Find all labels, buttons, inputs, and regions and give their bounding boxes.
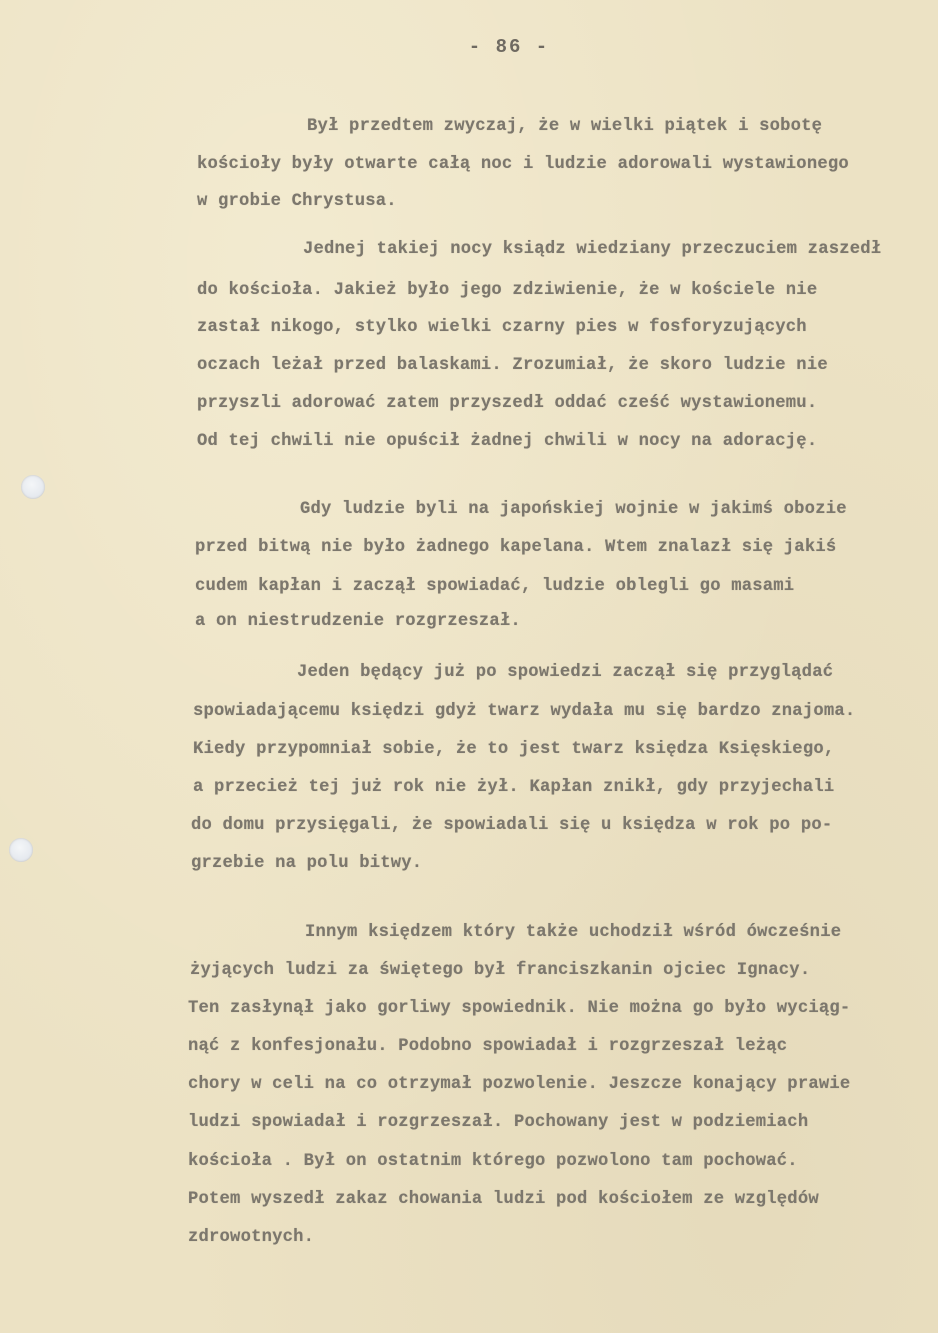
text-line: żyjących ludzi za świętego był franciszkanin ojciec Ignacy. xyxy=(190,961,811,980)
text-line: zastał nikogo, stylko wielki czarny pies w fosforyzujących xyxy=(197,318,807,337)
text-line: w grobie Chrystusa. xyxy=(197,192,397,211)
punch-hole-bottom xyxy=(9,838,33,862)
text-line: przed bitwą nie było żadnego kapelana. Wtem znalazł się jakiś xyxy=(195,538,837,557)
text-line: Kiedy przypomniał sobie, że to jest twarz księdza Księskiego, xyxy=(193,740,835,759)
text-line: a przecież tej już rok nie żył. Kapłan znikł, gdy przyjechali xyxy=(193,778,835,797)
text-line: kościoła . Był on ostatnim którego pozwolono tam pochować. xyxy=(188,1152,798,1171)
page-number: - 86 - xyxy=(468,36,550,58)
text-line: Ten zasłynął jako gorliwy spowiednik. Nie można go było wyciąg- xyxy=(188,999,851,1018)
text-line: spowiadającemu księdzi gdyż twarz wydała mu się bardzo znajoma. xyxy=(193,702,856,721)
text-line: do domu przysięgali, że spowiadali się u księdza w rok po po- xyxy=(191,816,833,835)
text-line: zdrowotnych. xyxy=(188,1228,315,1247)
text-line: chory w celi na co otrzymał pozwolenie. Jeszcze konający prawie xyxy=(188,1075,851,1094)
punch-hole-top xyxy=(21,475,45,499)
text-line: kościoły były otwarte całą noc i ludzie adorowali wystawionego xyxy=(197,155,849,174)
text-line: ludzi spowiadał i rozgrzeszał. Pochowany jest w podziemiach xyxy=(188,1113,809,1132)
text-line: Od tej chwili nie opuścił żadnej chwili w nocy na adorację. xyxy=(197,432,818,451)
text-line: przyszli adorować zatem przyszedł oddać cześć wystawionemu. xyxy=(197,394,818,413)
text-line: do kościoła. Jakież było jego zdziwienie, że w kościele nie xyxy=(197,281,818,300)
text-line: Gdy ludzie byli na japońskiej wojnie w jakimś obozie xyxy=(300,500,847,519)
text-line: cudem kapłan i zaczął spowiadać, ludzie oblegli go masami xyxy=(195,577,795,596)
text-line: oczach leżał przed balaskami. Zrozumiał, że skoro ludzie nie xyxy=(197,356,828,375)
text-line: Potem wyszedł zakaz chowania ludzi pod kościołem ze względów xyxy=(188,1190,819,1209)
text-line: grzebie na polu bitwy. xyxy=(191,854,423,873)
text-line: Jeden będący już po spowiedzi zaczął się przyglądać xyxy=(297,663,834,682)
text-line: Był przedtem zwyczaj, że w wielki piątek i sobotę xyxy=(307,117,823,136)
text-line: Innym księdzem który także uchodził wśród ówcześnie xyxy=(305,923,842,942)
text-line: nąć z konfesjonału. Podobno spowiadał i rozgrzeszał leżąc xyxy=(188,1037,788,1056)
text-line: Jednej takiej nocy ksiądz wiedziany przeczuciem zaszedł xyxy=(303,240,882,259)
text-line: a on niestrudzenie rozgrzeszał. xyxy=(195,612,521,631)
